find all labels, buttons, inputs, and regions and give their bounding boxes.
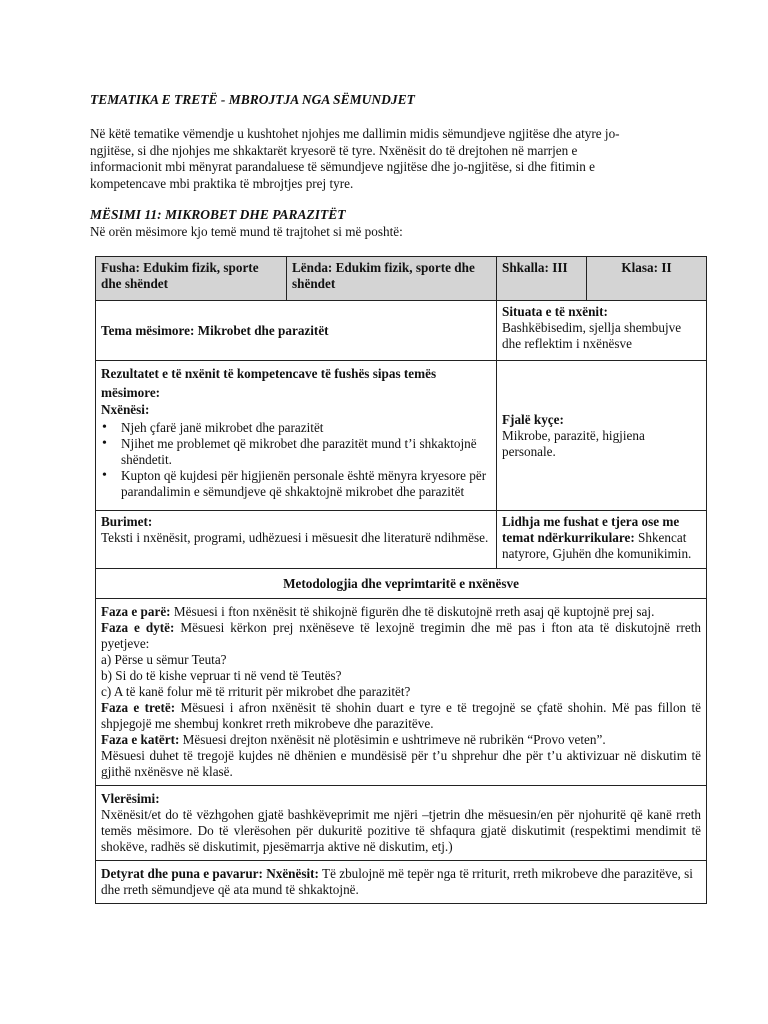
list-item: • Njeh çfarë janë mikrobet dhe parazitët [121, 420, 491, 436]
section-title: TEMATIKA E TRETË - MBROJTJA NGA SËMUNDJET [90, 92, 415, 107]
metodologjia-row [96, 569, 707, 599]
klasa-cell: Klasa: II [587, 257, 707, 301]
fjale-text: Mikrobe, parazitë, higjiena personale. [502, 427, 645, 459]
rezultatet-label: Rezultatet e të nxënit të kompetencave të fushës sipas temës mësimore: [101, 366, 437, 400]
lidhja-text: Shkencat natyrore, Gjuhën dhe komunikimin. [502, 530, 692, 561]
situata-cell [497, 301, 707, 361]
fjale-cell [497, 361, 707, 511]
rezultatet-cell [96, 361, 497, 511]
faza-2: Faza e dytë: Mësuesi kërkon prej nxënëseve të lexojnë tregimin dhe më pas i fton ata të diskutojnë rreth pyetjeve: [101, 620, 701, 651]
fjale-label: Fjalë kyçe: [502, 411, 564, 427]
lesson-subtitle: Në orën mësimore kjo temë mund të trajtohet si më poshtë: [90, 224, 403, 239]
metodologjia-cell: Metodologjia dhe veprimtaritë e nxënësve [96, 569, 707, 599]
list-item: • Kupton që kujdesi për higjienën personale është mënyra kryesore për parandalimin e sëmundjeve që shkaktojnë mikrobet dhe parazitët [121, 468, 491, 500]
detyrat-label: Detyrat dhe puna e pavarur: Nxënësit: [101, 866, 319, 881]
pyetja-a: a) Përse u sëmur Teuta? [101, 652, 227, 667]
pyetja-b: b) Si do të kishe vepruar ti në vend të Teutës? [101, 668, 342, 683]
vleresimi-text: Nxënësit/et do të vëzhgohen gjatë bashkëveprimit me njëri –tjetrin dhe mësuesin/en për njohuritë që kanë rreth temës mësimore. Do të vlerësohen për dukuritë pozitive të shfaqura gjatë diskutimit (respektimi mendimit të shokëve, radhës së diskutimit, pjesëmarrja aktive në diskutim, etj.) [101, 807, 701, 854]
burimet-label: Burimet: [101, 514, 153, 529]
rezultatet-row [96, 361, 707, 511]
fazat-cell [96, 599, 707, 786]
faza-4: Faza e katërt: Mësuesi drejton nxënësit në plotësimin e ushtrimeve në rubrikën “Provo veten”. [101, 732, 606, 747]
pyetja-c: c) A të kanë folur më të rriturit për mikrobet dhe parazitët? [101, 684, 411, 699]
burimet-text: Teksti i nxënësit, programi, udhëzuesi i mësuesit dhe literaturë ndihmëse. [101, 530, 489, 545]
lidhja-cell [497, 511, 707, 569]
situata-label: Situata e të nxënit: [502, 304, 608, 319]
detyrat-row [96, 861, 707, 904]
header-row [96, 257, 707, 301]
faza-3: Faza e tretë: Mësuesi i afron nxënësit të shohin duart e tyre e të tregojnë se çfatë shohin. Më pas fillon të shpjegojë me shembuj konkret rreth mikrobeve dhe parazitëve. [101, 700, 701, 731]
situata-text: Bashkëbisedim, sjellja shembujve dhe reflektim i nxënësve [502, 320, 682, 351]
tema-row [96, 301, 707, 361]
fusha-cell: Fusha: Edukim fizik, sporte dhe shëndet [96, 257, 287, 301]
tema-cell: Tema mësimore: Mikrobet dhe parazitët [96, 301, 497, 361]
vleresimi-label: Vlerësimi: [101, 791, 160, 806]
fazat-row [96, 599, 707, 786]
lesson-title: MËSIMI 11: MIKROBET DHE PARAZITËT [90, 207, 346, 222]
detyrat-cell [96, 861, 707, 904]
intro-paragraph: Në këtë tematike vëmendje u kushtohet njohjes me dallimin midis sëmundjeve ngjitëse dhe atyre jo-ngjitëse, si dhe njohjes me shkaktarët kryesorë të tyre. Nxënësit do të drejtohen në marrjen e informacionit mbi mënyrat parandaluese të sëmundjeve ngjitëse dhe jo-ngjitëse, si dhe fitimin e kompetencave mbi praktika të mbrojtjes prej tyre. [90, 126, 620, 191]
faza-1: Faza e parë: Mësuesi i fton nxënësit të shikojnë figurën dhe të diskutojnë rreth asaj që kuptojnë prej saj. [101, 604, 655, 619]
rezultatet-list [101, 420, 491, 500]
detyrat-text: Të zbulojnë më tepër nga të rriturit, rreth mikrobeve dhe parazitëve, si dhe rreth sëmundjeve që ata mund të shkaktojnë. [101, 866, 693, 897]
faza-4-extra: Mësuesi duhet të tregojë kujdes në dhënien e mundësisë për t’u shprehur dhe për t’u aktivizuar në diskutim të gjithë nxënësve në klasë. [101, 748, 701, 779]
burimet-row [96, 511, 707, 569]
vleresimi-row [96, 786, 707, 861]
nxenesi-label: Nxënësi: [101, 402, 150, 417]
list-item: • Njihet me problemet që mikrobet dhe parazitët mund t’i shkaktojnë shëndetit. [121, 436, 491, 468]
vleresimi-cell [96, 786, 707, 861]
burimet-cell [96, 511, 497, 569]
lenda-cell: Lënda: Edukim fizik, sporte dhe shëndet [287, 257, 497, 301]
lesson-plan-table [95, 256, 707, 904]
shkalla-cell: Shkalla: III [497, 257, 587, 301]
lidhja-label: Lidhja me fushat e tjera ose me temat ndërkurrikulare: [502, 514, 680, 545]
